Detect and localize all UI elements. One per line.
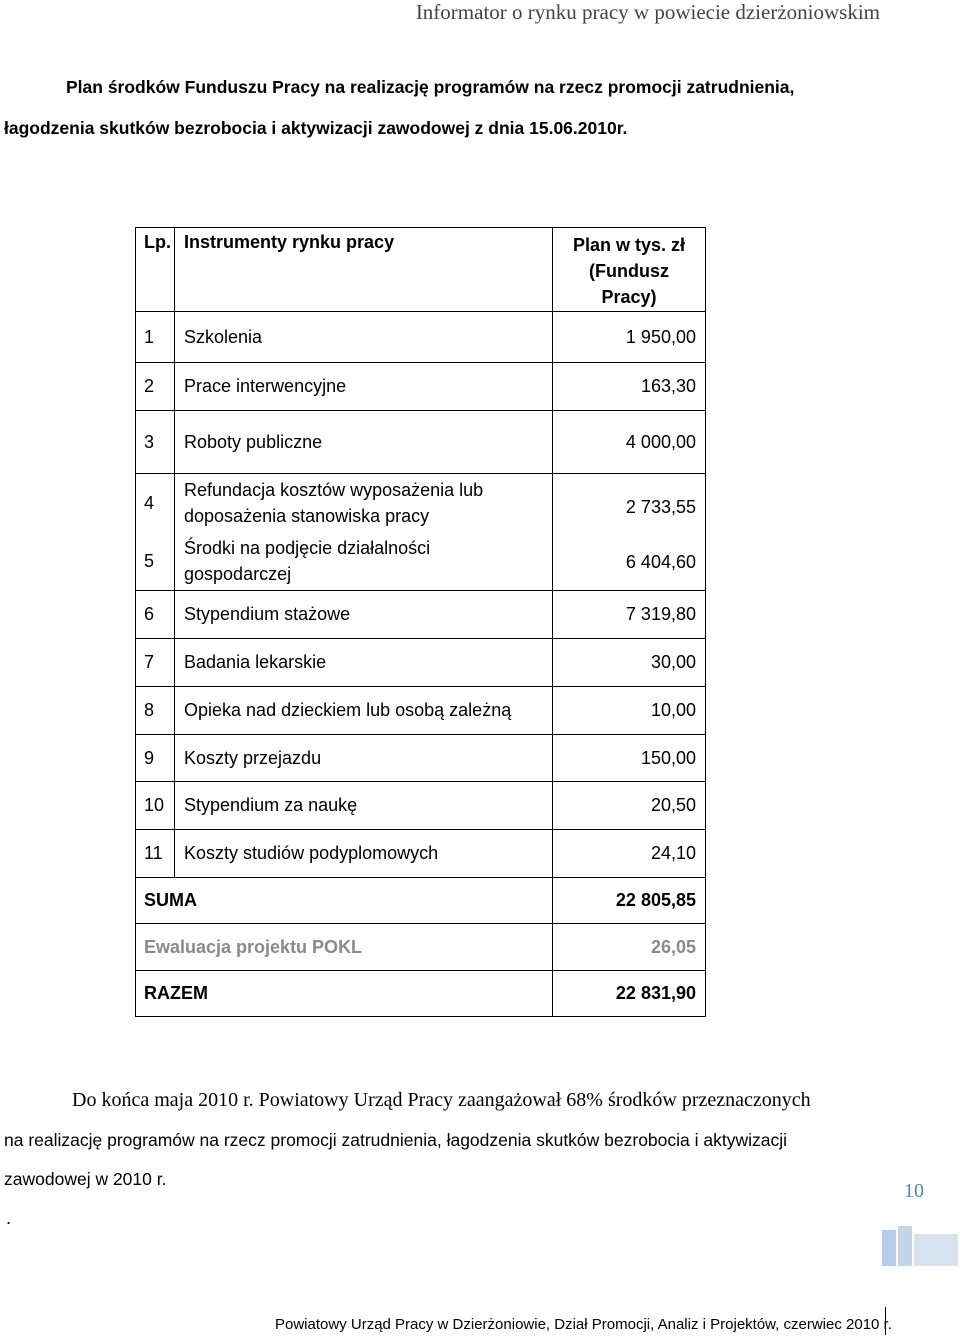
header-lp: Lp. [136, 228, 175, 312]
ewaluacja-value: 26,05 [552, 924, 705, 971]
row-value-stack [552, 474, 705, 591]
header-plan-value [552, 228, 705, 312]
razem-label: RAZEM [136, 971, 553, 1017]
razem-value: 22 831,90 [552, 971, 705, 1017]
row-name: Stypendium za naukę [175, 782, 553, 830]
row-value: 6 404,60 [625, 552, 696, 572]
paragraph-line1: Do końca maja 2010 r. Powiatowy Urząd Pracy zaangażował 68% środków przeznaczonych [72, 1089, 811, 1111]
row-lp: 11 [136, 830, 175, 878]
row-name: Prace interwencyjne [175, 363, 553, 411]
row-lp: 5 [144, 551, 155, 571]
footer-text: Powiatowy Urząd Pracy w Dzierżoniowie, Dział Promocji, Analiz i Projektów, czerwiec 2010 r. [275, 1316, 892, 1333]
row-lp: 10 [136, 782, 175, 830]
suma-value: 22 805,85 [552, 878, 705, 924]
row-name-line2: gospodarczej [184, 564, 292, 584]
row-lp: 2 [136, 363, 175, 411]
row-name: Badania lekarskie [175, 639, 553, 687]
row-lp: 7 [136, 639, 175, 687]
plan-table [135, 227, 706, 1017]
page-corner-bar [898, 1226, 912, 1266]
paragraph-line2: na realizację programów na rzecz promocji zatrudnienia, łagodzenia skutków bezrobocia i aktywizacji [4, 1130, 788, 1150]
table-row [136, 312, 706, 363]
table-row [136, 687, 706, 735]
row-name [184, 474, 543, 532]
table-row [136, 411, 706, 474]
table-row [136, 830, 706, 878]
row-lp: 1 [136, 312, 175, 363]
document-title-line2: łagodzenia skutków bezrobocia i aktywizacji zawodowej z dnia 15.06.2010r. [4, 118, 628, 138]
razem-row [136, 971, 706, 1017]
row-value: 10,00 [552, 687, 705, 735]
row-value: 4 000,00 [552, 411, 705, 474]
row-name [184, 532, 543, 590]
row-lp-stack [136, 474, 175, 591]
header-plan-value-line1: Plan w tys. zł [572, 235, 685, 255]
row-lp: 8 [136, 687, 175, 735]
row-name: Roboty publiczne [175, 411, 553, 474]
page-number: 10 [904, 1180, 924, 1202]
row-name: Koszty studiów podyplomowych [175, 830, 553, 878]
row-lp: 9 [136, 735, 175, 782]
row-value: 7 319,80 [552, 591, 705, 639]
row-name-stack [175, 474, 553, 591]
row-lp: 3 [136, 411, 175, 474]
row-name: Opieka nad dzieckiem lub osobą zależną [175, 687, 553, 735]
row-value: 20,50 [552, 782, 705, 830]
table-row [136, 735, 706, 782]
page-corner-bar [914, 1234, 958, 1266]
row-lp: 4 [144, 493, 155, 513]
row-value: 24,10 [552, 830, 705, 878]
table-row [136, 591, 706, 639]
row-name-line1: Refundacja kosztów wyposażenia lub [184, 480, 484, 500]
header-plan-value-line3: Pracy) [601, 287, 657, 307]
row-lp: 6 [136, 591, 175, 639]
ewaluacja-label: Ewaluacja projektu POKL [136, 924, 553, 971]
ewaluacja-row [136, 924, 706, 971]
row-value: 30,00 [552, 639, 705, 687]
document-title-line1: Plan środków Funduszu Pracy na realizację programów na rzecz promocji zatrudnienia, [66, 77, 795, 97]
table-row [136, 363, 706, 411]
table-row [136, 782, 706, 830]
row-name-line1: Środki na podjęcie działalności [184, 538, 431, 558]
paragraph-line4: . [6, 1208, 12, 1228]
page-corner-bar [882, 1230, 896, 1266]
table-row [136, 639, 706, 687]
header-plan-value-line2: (Fundusz [588, 261, 669, 281]
row-value: 150,00 [552, 735, 705, 782]
page-corner-graphic [880, 1224, 960, 1270]
row-name: Stypendium stażowe [175, 591, 553, 639]
row-value: 1 950,00 [552, 312, 705, 363]
row-name-line2: doposażenia stanowiska pracy [184, 506, 430, 526]
paragraph-line3: zawodowej w 2010 r. [4, 1169, 167, 1189]
row-name: Koszty przejazdu [175, 735, 553, 782]
table-row-merged [136, 474, 706, 591]
header-instruments: Instrumenty rynku pracy [175, 228, 553, 312]
suma-label: SUMA [136, 878, 553, 924]
running-header: Informator o rynku pracy w powiecie dzierżoniowskim [415, 0, 880, 24]
table-header-row [136, 228, 706, 312]
row-name: Szkolenia [175, 312, 553, 363]
row-value: 163,30 [552, 363, 705, 411]
suma-row [136, 878, 706, 924]
row-value: 2 733,55 [625, 497, 696, 517]
